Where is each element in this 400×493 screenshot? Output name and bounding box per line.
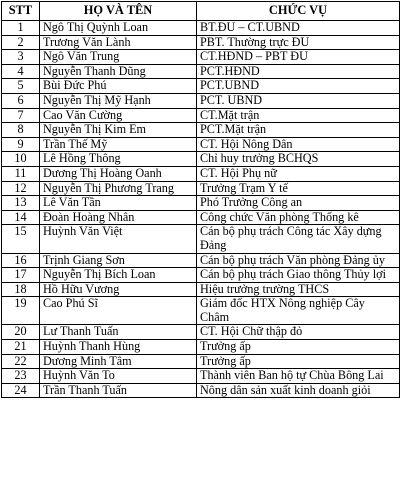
stt-cell: 2 — [2, 35, 40, 50]
stt-cell: 11 — [2, 166, 40, 181]
role-cell: CT.HĐND – PBT ĐU — [197, 50, 400, 65]
table-row — [2, 152, 400, 167]
table-row — [2, 35, 400, 50]
stt-cell: 22 — [2, 354, 40, 369]
table-row — [2, 181, 400, 196]
name-cell: Nguyễn Thị Phương Trang — [40, 181, 197, 196]
stt-cell: 10 — [2, 152, 40, 167]
table-body — [2, 21, 400, 398]
role-cell: Cán bộ phụ trách Văn phòng Đảng ủy — [197, 253, 400, 268]
name-cell: Dương Thị Hoàng Oanh — [40, 166, 197, 181]
header-stt: STT — [2, 2, 40, 21]
table-row — [2, 123, 400, 138]
role-cell: PBT. Thường trực ĐU — [197, 35, 400, 50]
role-cell: Trưởng Trạm Y tế — [197, 181, 400, 196]
stt-cell: 17 — [2, 268, 40, 283]
name-cell: Cao Phú Sĩ — [40, 297, 197, 325]
table-row — [2, 50, 400, 65]
stt-cell: 9 — [2, 137, 40, 152]
stt-cell: 24 — [2, 383, 40, 398]
table-row — [2, 225, 400, 253]
name-cell: Lê Hồng Thông — [40, 152, 197, 167]
stt-cell: 12 — [2, 181, 40, 196]
stt-cell: 4 — [2, 64, 40, 79]
name-cell: Trần Thanh Tuấn — [40, 383, 197, 398]
role-cell: Công chức Văn phòng Thống kê — [197, 210, 400, 225]
table-row — [2, 282, 400, 297]
role-cell: PCT.UBND — [197, 79, 400, 94]
name-cell: Nguyễn Thị Bích Loan — [40, 268, 197, 283]
table-row — [2, 354, 400, 369]
stt-cell: 3 — [2, 50, 40, 65]
name-cell: Huỳnh Văn To — [40, 369, 197, 384]
table-row — [2, 93, 400, 108]
role-cell: Trưởng ấp — [197, 354, 400, 369]
role-cell: CT.Mặt trận — [197, 108, 400, 123]
name-cell: Huỳnh Thanh Hùng — [40, 340, 197, 355]
stt-cell: 20 — [2, 325, 40, 340]
role-cell: Hiệu trưởng trường THCS — [197, 282, 400, 297]
table-row — [2, 369, 400, 384]
stt-cell: 14 — [2, 210, 40, 225]
name-cell: Trương Văn Lành — [40, 35, 197, 50]
member-table — [1, 1, 400, 398]
role-cell: BT.ĐU – CT.UBND — [197, 21, 400, 36]
stt-cell: 8 — [2, 123, 40, 138]
name-cell: Lê Văn Tần — [40, 196, 197, 211]
stt-cell: 6 — [2, 93, 40, 108]
document-page — [0, 1, 400, 398]
name-cell: Nguyễn Thị Kim Em — [40, 123, 197, 138]
table-row — [2, 79, 400, 94]
table-row — [2, 196, 400, 211]
stt-cell: 16 — [2, 253, 40, 268]
stt-cell: 23 — [2, 369, 40, 384]
table-row — [2, 210, 400, 225]
table-row — [2, 64, 400, 79]
header-name: HỌ VÀ TÊN — [40, 2, 197, 21]
name-cell: Ngô Thị Quỳnh Loan — [40, 21, 197, 36]
role-cell: PCT. UBND — [197, 93, 400, 108]
stt-cell: 19 — [2, 297, 40, 325]
header-role: CHỨC VỤ — [197, 2, 400, 21]
table-row — [2, 108, 400, 123]
role-cell: CT. Hội Nông Dân — [197, 137, 400, 152]
role-cell: Chỉ huy trưởng BCHQS — [197, 152, 400, 167]
stt-cell: 21 — [2, 340, 40, 355]
role-cell: CT. Hội Phụ nữ — [197, 166, 400, 181]
table-row — [2, 268, 400, 283]
name-cell: Đoàn Hoàng Nhân — [40, 210, 197, 225]
table-row — [2, 325, 400, 340]
stt-cell: 15 — [2, 225, 40, 253]
table-row — [2, 253, 400, 268]
stt-cell: 13 — [2, 196, 40, 211]
role-cell: PCT.Mặt trận — [197, 123, 400, 138]
table-row — [2, 297, 400, 325]
stt-cell: 5 — [2, 79, 40, 94]
table-row — [2, 166, 400, 181]
role-cell: Giám đốc HTX Nông nghiệp Cây Châm — [197, 297, 400, 325]
table-row — [2, 383, 400, 398]
name-cell: Nguyễn Thị Mỹ Hạnh — [40, 93, 197, 108]
role-cell: Trưởng ấp — [197, 340, 400, 355]
name-cell: Trần Thế Mỹ — [40, 137, 197, 152]
stt-cell: 7 — [2, 108, 40, 123]
table-header-row — [2, 2, 400, 21]
name-cell: Hồ Hữu Vương — [40, 282, 197, 297]
role-cell: CT. Hội Chữ thập đỏ — [197, 325, 400, 340]
stt-cell: 1 — [2, 21, 40, 36]
table-row — [2, 137, 400, 152]
role-cell: Nông dân sản xuất kinh doanh giỏi — [197, 383, 400, 398]
name-cell: Ngô Văn Trung — [40, 50, 197, 65]
name-cell: Bùi Đức Phú — [40, 79, 197, 94]
role-cell: Phó Trưởng Công an — [197, 196, 400, 211]
table-row — [2, 340, 400, 355]
role-cell: Cán bộ phụ trách Công tác Xây dựng Đảng — [197, 225, 400, 253]
name-cell: Nguyễn Thanh Dũng — [40, 64, 197, 79]
name-cell: Trịnh Giang Sơn — [40, 253, 197, 268]
name-cell: Huỳnh Văn Việt — [40, 225, 197, 253]
role-cell: PCT.HĐND — [197, 64, 400, 79]
role-cell: Thành viên Ban hộ tự Chùa Bông Lai — [197, 369, 400, 384]
stt-cell: 18 — [2, 282, 40, 297]
name-cell: Cao Văn Cường — [40, 108, 197, 123]
name-cell: Lư Thanh Tuấn — [40, 325, 197, 340]
table-row — [2, 21, 400, 36]
name-cell: Dương Minh Tâm — [40, 354, 197, 369]
role-cell: Cán bộ phụ trách Giao thông Thủy lợi — [197, 268, 400, 283]
